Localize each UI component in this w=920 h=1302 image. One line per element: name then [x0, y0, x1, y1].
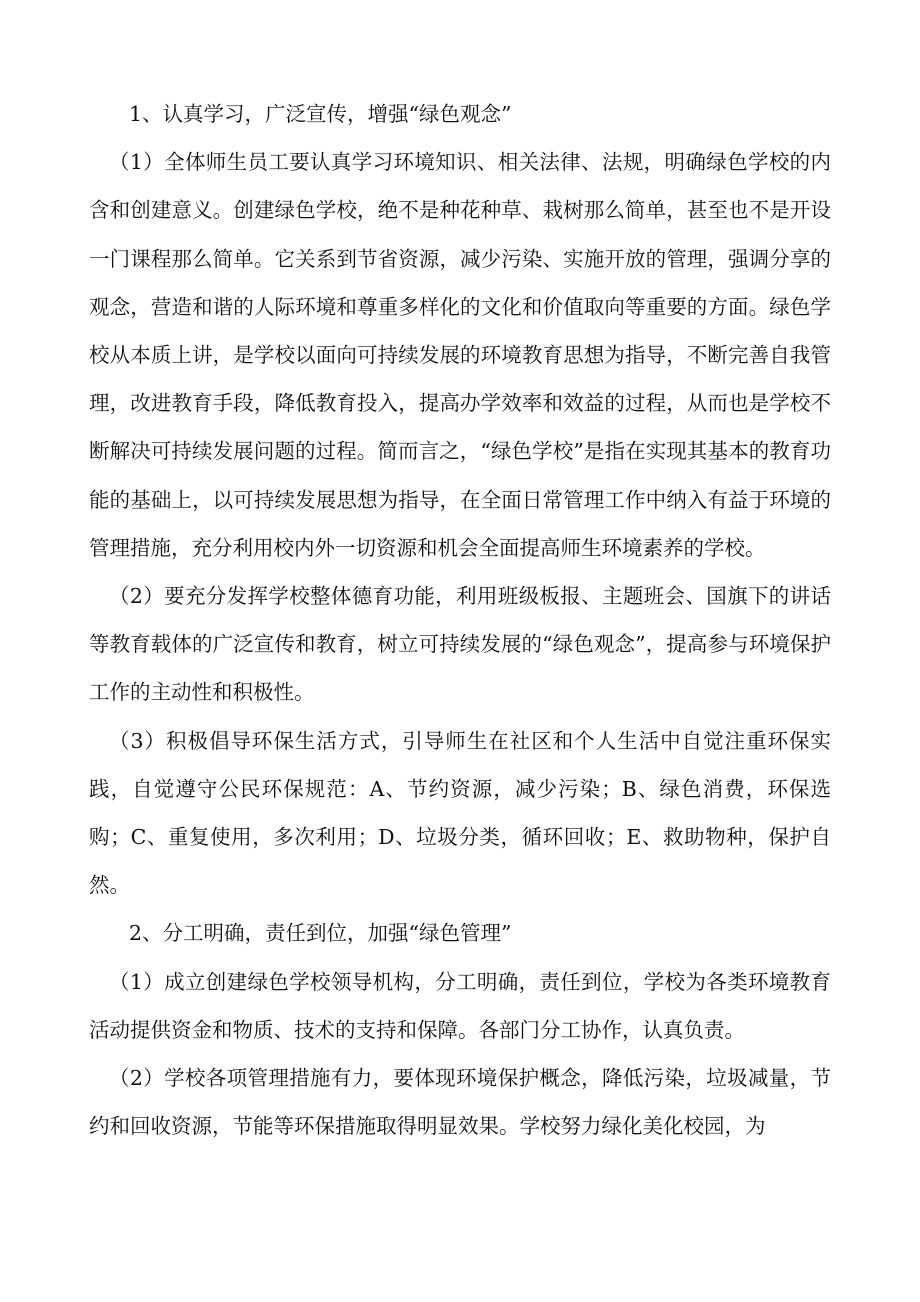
- section-heading-2: 2、分工明确，责任到位，加强“绿色管理”: [129, 921, 512, 946]
- section-heading-1: 1、认真学习，广泛宣传，增强“绿色观念”: [129, 102, 512, 126]
- paragraph-2-1: （1）成立创建绿色学校领导机构，分工明确，责任到位，学校为各类环境教育活动提供资金和物质、技术的支持和保障。各部门分工协作，认真负责。: [89, 969, 831, 1042]
- paragraph-1-2: （2）要充分发挥学校整体德育功能，利用班级板报、主题班会、国旗下的讲话等教育载体的广泛宣传和教育，树立可持续发展的“绿色观念”，提高参与环境保护工作的主动性和积极性。: [89, 584, 831, 705]
- paragraph-1-1: （1）全体师生员工要认真学习环境知识、相关法律、法规，明确绿色学校的内含和创建意义。创建绿色学校，绝不是种花种草、栽树那么简单，甚至也不是开设一门课程那么简单。它关系到节省资源，减少污染、实施开放的管理，强调分享的观念，营造和谐的人际环境和尊重多样化的文化和价值取向等重要的方面。绿色学校从本质上讲，是学校以面向可持续发展的环境教育思想为指导，不断完善自我管理，改进教育手段，降低教育投入，提高办学效率和效益的过程，从而也是学校不断解决可持续发展问题的过程。简而言之，“绿色学校”是指在实现其基本的教育功能的基础上，以可持续发展思想为指导，在全面日常管理工作中纳入有益于环境的管理措施，充分利用校内外一切资源和机会全面提高师生环境素养的学校。: [89, 150, 831, 560]
- document-body: [89, 90, 831, 1150]
- paragraph-1-3: （3）积极倡导环保生活方式，引导师生在社区和个人生活中自觉注重环保实践，自觉遵守公民环保规范：A、节约资源，减少污染；B、绿色消费，环保选购；C、重复使用，多次利用；D、垃圾分类，循环回收；E、救助物种，保护自然。: [89, 728, 831, 898]
- paragraph-2-2: （2）学校各项管理措施有力，要体现环境保护概念，降低污染，垃圾减量，节约和回收资源，节能等环保措施取得明显效果。学校努力绿化美化校园，为: [89, 1066, 831, 1139]
